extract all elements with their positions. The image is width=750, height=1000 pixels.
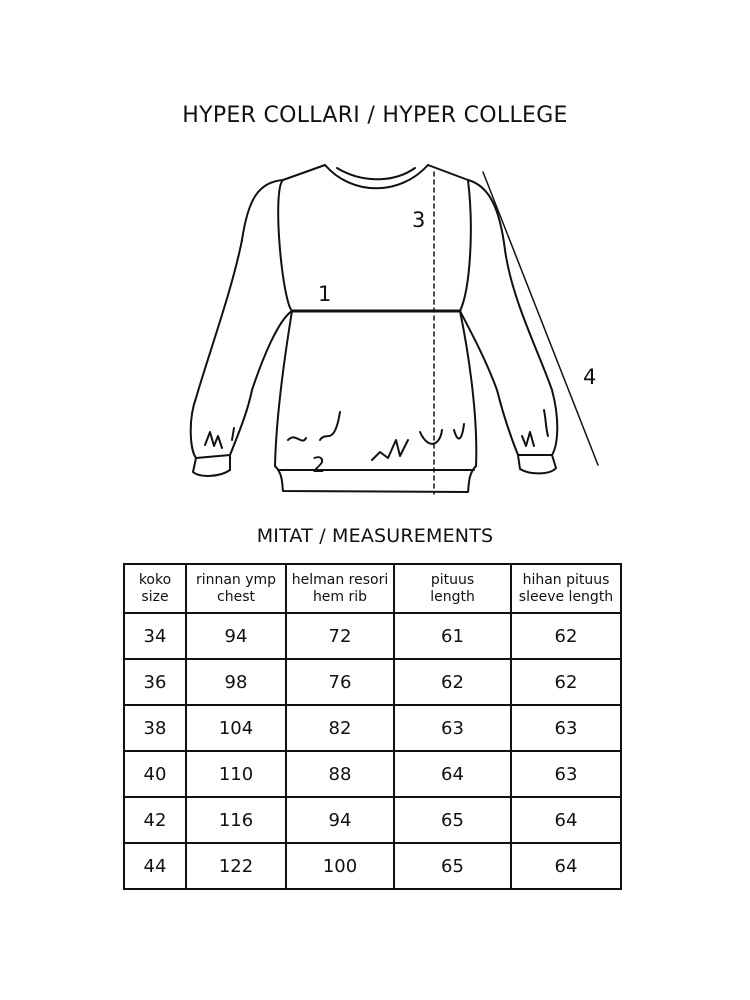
table-row xyxy=(124,613,621,659)
cell-size: 38 xyxy=(124,705,186,751)
cell-size: 34 xyxy=(124,613,186,659)
cell-chest: 110 xyxy=(186,751,286,797)
header-sleeve-en: sleeve length xyxy=(518,588,614,605)
cell-length: 61 xyxy=(394,613,511,659)
header-size-fi: koko xyxy=(138,571,172,588)
cell-length: 65 xyxy=(394,843,511,889)
cell-hem-rib: 76 xyxy=(286,659,394,705)
cell-chest: 122 xyxy=(186,843,286,889)
table-row xyxy=(124,751,621,797)
header-hem-rib-fi: helman resori xyxy=(291,571,389,588)
header-chest-fi: rinnan ymp xyxy=(195,571,277,588)
cell-sleeve-length: 63 xyxy=(511,705,621,751)
header-hem-rib xyxy=(286,564,394,613)
table-header-row xyxy=(124,564,621,613)
cell-size: 44 xyxy=(124,843,186,889)
header-sleeve-length xyxy=(511,564,621,613)
header-size xyxy=(124,564,186,613)
table-row xyxy=(124,843,621,889)
page-title: HYPER COLLARI / HYPER COLLEGE xyxy=(182,103,568,128)
cell-sleeve-length: 62 xyxy=(511,613,621,659)
cell-chest: 98 xyxy=(186,659,286,705)
body-left-outline xyxy=(275,165,325,466)
right-cuff xyxy=(518,455,556,473)
cell-chest: 104 xyxy=(186,705,286,751)
collar-outline xyxy=(337,168,415,179)
measure-marker-2: 2 xyxy=(312,453,326,477)
cell-size: 36 xyxy=(124,659,186,705)
cell-hem-rib: 88 xyxy=(286,751,394,797)
header-length-fi: pituus xyxy=(430,571,475,588)
header-size-en: size xyxy=(141,588,169,605)
header-chest-en: chest xyxy=(217,588,255,605)
body-right-outline xyxy=(428,165,476,466)
header-chest xyxy=(186,564,286,613)
cell-hem-rib: 100 xyxy=(286,843,394,889)
table-row xyxy=(124,659,621,705)
cell-size: 40 xyxy=(124,751,186,797)
cell-length: 64 xyxy=(394,751,511,797)
measurements-title: MITAT / MEASUREMENTS xyxy=(256,525,494,547)
cell-size: 42 xyxy=(124,797,186,843)
sleeve-measure-line xyxy=(483,172,598,465)
table-row xyxy=(124,705,621,751)
cell-length: 65 xyxy=(394,797,511,843)
cell-sleeve-length: 63 xyxy=(511,751,621,797)
cell-length: 63 xyxy=(394,705,511,751)
header-sleeve-fi: hihan pituus xyxy=(522,571,610,588)
gather-lines-left xyxy=(205,428,234,448)
measure-marker-1: 1 xyxy=(318,282,332,306)
cell-sleeve-length: 64 xyxy=(511,843,621,889)
cell-length: 62 xyxy=(394,659,511,705)
cell-hem-rib: 94 xyxy=(286,797,394,843)
cell-chest: 94 xyxy=(186,613,286,659)
cell-chest: 116 xyxy=(186,797,286,843)
cell-hem-rib: 82 xyxy=(286,705,394,751)
cell-sleeve-length: 62 xyxy=(511,659,621,705)
measure-marker-4: 4 xyxy=(583,365,597,389)
size-table xyxy=(123,563,622,890)
header-hem-rib-en: hem rib xyxy=(312,588,368,605)
gather-lines-right xyxy=(522,410,548,446)
cell-sleeve-length: 64 xyxy=(511,797,621,843)
cell-hem-rib: 72 xyxy=(286,613,394,659)
header-length xyxy=(394,564,511,613)
measure-marker-3: 3 xyxy=(412,208,426,232)
table-row xyxy=(124,797,621,843)
header-length-en: length xyxy=(430,588,475,605)
left-sleeve xyxy=(191,180,292,458)
